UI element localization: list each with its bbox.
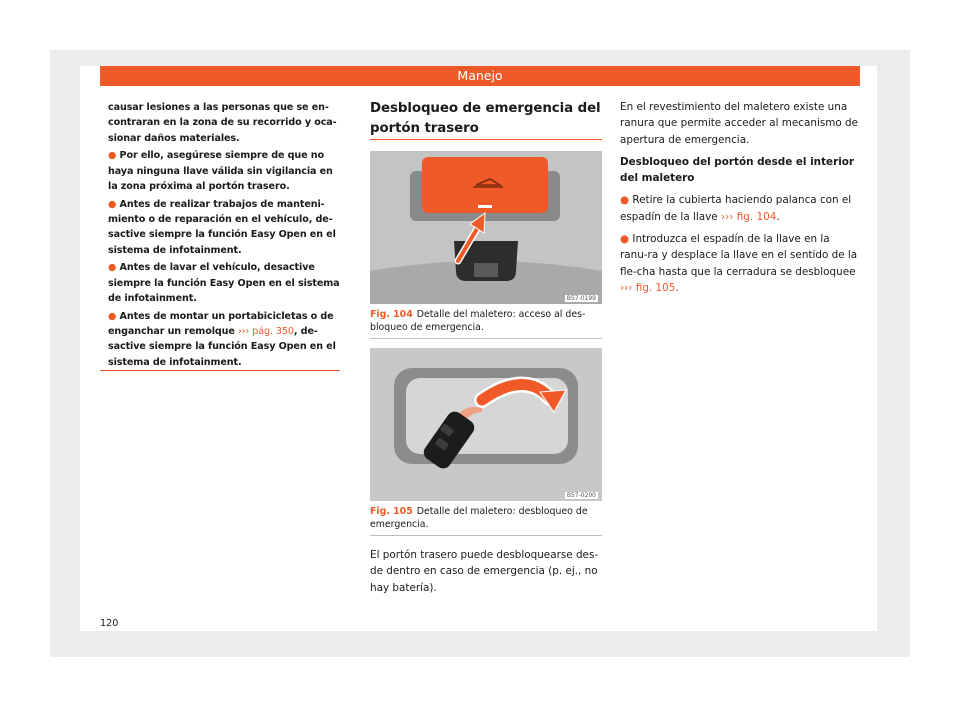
figure-105-caption: Fig. 105 Detalle del maletero: desbloqueo de emergencia. — [370, 506, 588, 530]
figure-reference-link[interactable]: ››› fig. 105 — [620, 281, 676, 294]
warning-bullet: ● Antes de realizar trabajos de manteni-miento o de reparación en el vehículo, de-sactive siempre la función Easy Open en el sistema de infotainment. — [108, 198, 336, 256]
warning-bullet: ● Por ello, asegúrese siempre de que no haya ninguna llave válida sin vigilancia en la zona próxima al portón trasero. — [108, 150, 333, 192]
caption-divider — [370, 535, 602, 536]
figure-number: Fig. 104 — [370, 309, 413, 320]
page-reference-link[interactable]: ››› pág. 350 — [238, 326, 294, 338]
chapter-title: Manejo — [457, 68, 503, 83]
bullet-icon: ● — [108, 150, 117, 162]
figure-reference-link[interactable]: ››› fig. 104 — [720, 210, 777, 223]
intro-paragraph: En el revestimiento del maletero existe una ranura que permite acceder al mecanismo de apertura de emergencia. — [620, 101, 859, 146]
right-column — [620, 99, 860, 302]
section-divider — [370, 139, 602, 140]
figure-code: B57-0199 — [566, 295, 596, 302]
page-number: 120 — [100, 618, 119, 629]
bullet-icon: ● — [620, 233, 630, 246]
warning-intro: causar lesiones a las personas que se en-contraran en la zona de su recorrido y oca-sionar daños materiales. — [108, 102, 337, 144]
figure-104-caption: Fig. 104 Detalle del maletero: acceso al des-bloqueo de emergencia. — [370, 309, 586, 333]
warning-text — [108, 100, 340, 373]
figure-105-image — [370, 348, 602, 501]
caption-divider — [370, 338, 602, 339]
chapter-header — [100, 66, 860, 86]
step-item: ● Retire la cubierta haciendo palanca con el espadín de la llave ››› fig. 104. — [620, 194, 852, 223]
warning-bullet: ● Antes de lavar el vehículo, desactive siempre la función Easy Open en el sistema de infotainment. — [108, 262, 340, 305]
subheading: Desbloqueo del portón desde el interior del maletero — [620, 155, 855, 185]
section-paragraph: El portón trasero puede desbloquearse des-de dentro en caso de emergencia (p. ej., no hay batería). — [370, 549, 599, 594]
key-unlock-illustration — [370, 348, 602, 501]
figure-code: B57-0200 — [566, 492, 596, 499]
bullet-icon: ● — [108, 262, 117, 274]
bullet-icon: ● — [108, 310, 117, 322]
figure-number: Fig. 105 — [370, 506, 413, 517]
warning-bullet: ● Antes de montar un portabicicletas o de enganchar un remolque ››› pág. 350, de-sactive siempre la función Easy Open en el sistema de infotainment. — [108, 310, 336, 368]
warning-box — [100, 96, 340, 371]
bullet-icon: ● — [620, 194, 630, 207]
step-item: ● Introduzca el espadín de la llave en la ranu-ra y desplace la llave en el sentido de la fle-cha hasta que la cerradura se desbloquee ››› fig. 105. — [620, 233, 858, 294]
figure-104-image — [370, 151, 602, 304]
section-title: Desbloqueo de emergencia del portón trasero — [370, 101, 601, 136]
trunk-emergency-access-illustration — [370, 151, 602, 304]
bullet-icon: ● — [108, 198, 117, 210]
